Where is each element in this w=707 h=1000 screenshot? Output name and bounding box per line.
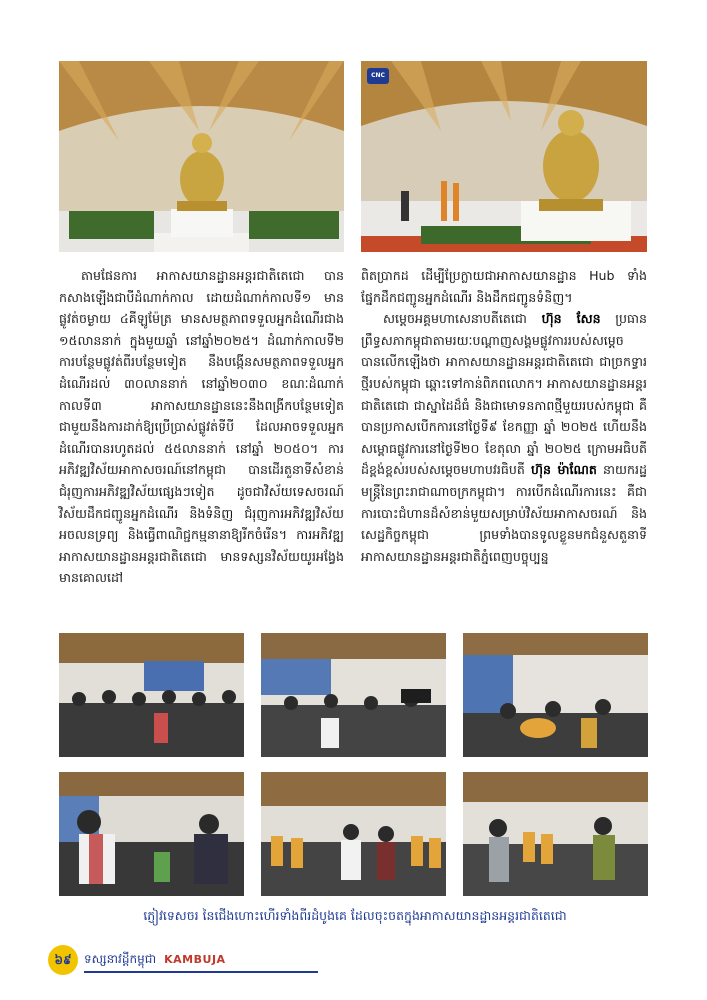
name-hun-sen: ហ៊ុន សែន [541, 311, 601, 327]
buddha-statue-photo-left [59, 61, 344, 252]
page-footer [48, 945, 278, 975]
broadcaster-logo: CNC [367, 68, 389, 84]
footer-divider [84, 971, 318, 973]
brand-name: KAMBUJA [164, 953, 226, 966]
body-column-left [59, 265, 344, 589]
page-number-badge: ៦៩ [48, 945, 78, 975]
left-paragraph: តាមផែនការ អាកាសយានដ្ឋានអន្តរជាតិតេជោ បានកសាងឡើងជាបីដំណាក់កាល ដោយដំណាក់កាលទី១ មានផ្លូវត់ចម្ងាយ ៤គីឡូម៉ែត្រ មានសមត្ថភាពទទួលអ្នកដំណើរជាង ១៥លាននាក់ ក្នុងមួយឆ្នាំ នៅឆ្នាំ២០២៥។ ដំណាក់កាលទី២ ការបន្ថែមផ្លូវត់ពីរបន្ថែមទៀត នឹងបង្កើនសមត្ថភាពទទួលអ្នកដំណើរដល់ ៣០លាននាក់ នៅឆ្នាំ២០៣០ ខណៈដំណាក់កាលទី៣ អាកាសយានដ្ឋាននេះនឹងពង្រីកបន្ថែមទៀតជាមួយនឹងការដាក់ឱ្យប្រើប្រាស់ផ្លូវត់ទីបី ដែលអាចទទួលអ្នកដំណើរបានរហូតដល់ ៥៥លាននាក់ នៅឆ្នាំ ២០៥០។ ការអភិវឌ្ឍវិស័យអាកាសចរណ៍នៅកម្ពុជា បានដើរតួនាទីសំខាន់ជំរុញការអភិវឌ្ឍវិស័យផ្សេងៗទៀត ដូចជាវិស័យទេសចរណ៍ វិស័យដឹកជញ្ជូនអ្នកដំណើរ និងទំនិញ ជំរុញការអភិវឌ្ឍវិស័យអចលនទ្រព្យ និងធ្វើពាណិជ្ជកម្មនានាឱ្យរីកចំរើន។ ការអភិវឌ្ឍអាកាសយានដ្ឋានអន្តរជាតិតេជោ មានទស្សនវិស័យយូរអង្វែង មានគោលដៅ [59, 268, 344, 586]
arrival-photo-1 [59, 633, 244, 757]
arrival-photo-4 [59, 772, 244, 896]
name-hun-manet: ហ៊ុន ម៉ាណែត [531, 462, 597, 478]
body-column-right [361, 265, 647, 567]
buddha-statue-photo-right [361, 61, 647, 252]
magazine-title [84, 951, 226, 969]
arrival-photo-6 [463, 772, 648, 896]
arrival-photo-3 [463, 633, 648, 757]
magazine-name: ទស្សនាវដ្តីកម្ពុជា [84, 952, 157, 966]
arrival-photo-5 [261, 772, 446, 896]
right-paragraph-2-end: នាយករដ្ឋមន្ត្រីនៃព្រះរាជាណាចក្រកម្ពុជា។ ការបើកដំណើរការនេះ គឺជាការបោះជំហានដ៏សំខាន់មួយសម្រាប់វិស័យអាកាសចរណ៍ និងសេដ្ឋកិច្ចកម្ពុជា ព្រមទាំងបានទូលខ្លួនមកជំនួសតួនាទីអាកាសយានដ្ឋានអន្តរជាតិភ្នំពេញបច្ចុប្បន្ន [361, 462, 647, 564]
right-paragraph-2 [361, 308, 647, 567]
right-paragraph-2-middle: ប្រធានព្រឹទ្ធសភាកម្ពុជាតាមរយៈបណ្តាញសង្គមផ្លូវការរបស់សម្តេច បានលើកឡើងថា អាកាសយានដ្ឋានអន្តរជាតិតេជោ ជាច្រកទ្វារថ្មីរបស់កម្ពុជា ឆ្ពោះទៅកាន់ពិភពលោក។ អាកាសយានដ្ឋានអន្តរជាតិតេជោ ជាស្នាដៃដ៏ធំ និងជាមោទនភាពថ្មីមួយរបស់កម្ពុជា គឺបានប្រកាសបើកការនៅថ្ងៃទី៩ ខែកញ្ញា ឆ្នាំ ២០២៥ ហើយនឹងសម្ពោធផ្លូវការនៅថ្ងៃទី២០ ខែតុលា ឆ្នាំ ២០២៥ ក្រោមអធិបតីដ៏ខ្ពង់ខ្ពស់របស់សម្តេចមហាបវរធិបតី [361, 311, 647, 478]
photo-caption: ភ្ញៀវទេសចរ នៃជើងហោះហើរទាំងពីរដំបូងគេ ដែលចុះចតក្នុងអាកាសយានដ្ឋានអន្តរជាតិតេជោ [143, 908, 567, 923]
right-paragraph-1: ពិតប្រាកដ ដើម្បីប្រែក្លាយជាអាកាសយានដ្ឋាន Hub ទាំងផ្នែកដឹកជញ្ជូនអ្នកដំណើរ និងដឹកជញ្ជូនទំនិញ។ [361, 268, 647, 305]
right-paragraph-2-start: សម្តេចអគ្គមហាសេនាបតីតេជោ [383, 311, 527, 327]
arrival-photo-2 [261, 633, 446, 757]
